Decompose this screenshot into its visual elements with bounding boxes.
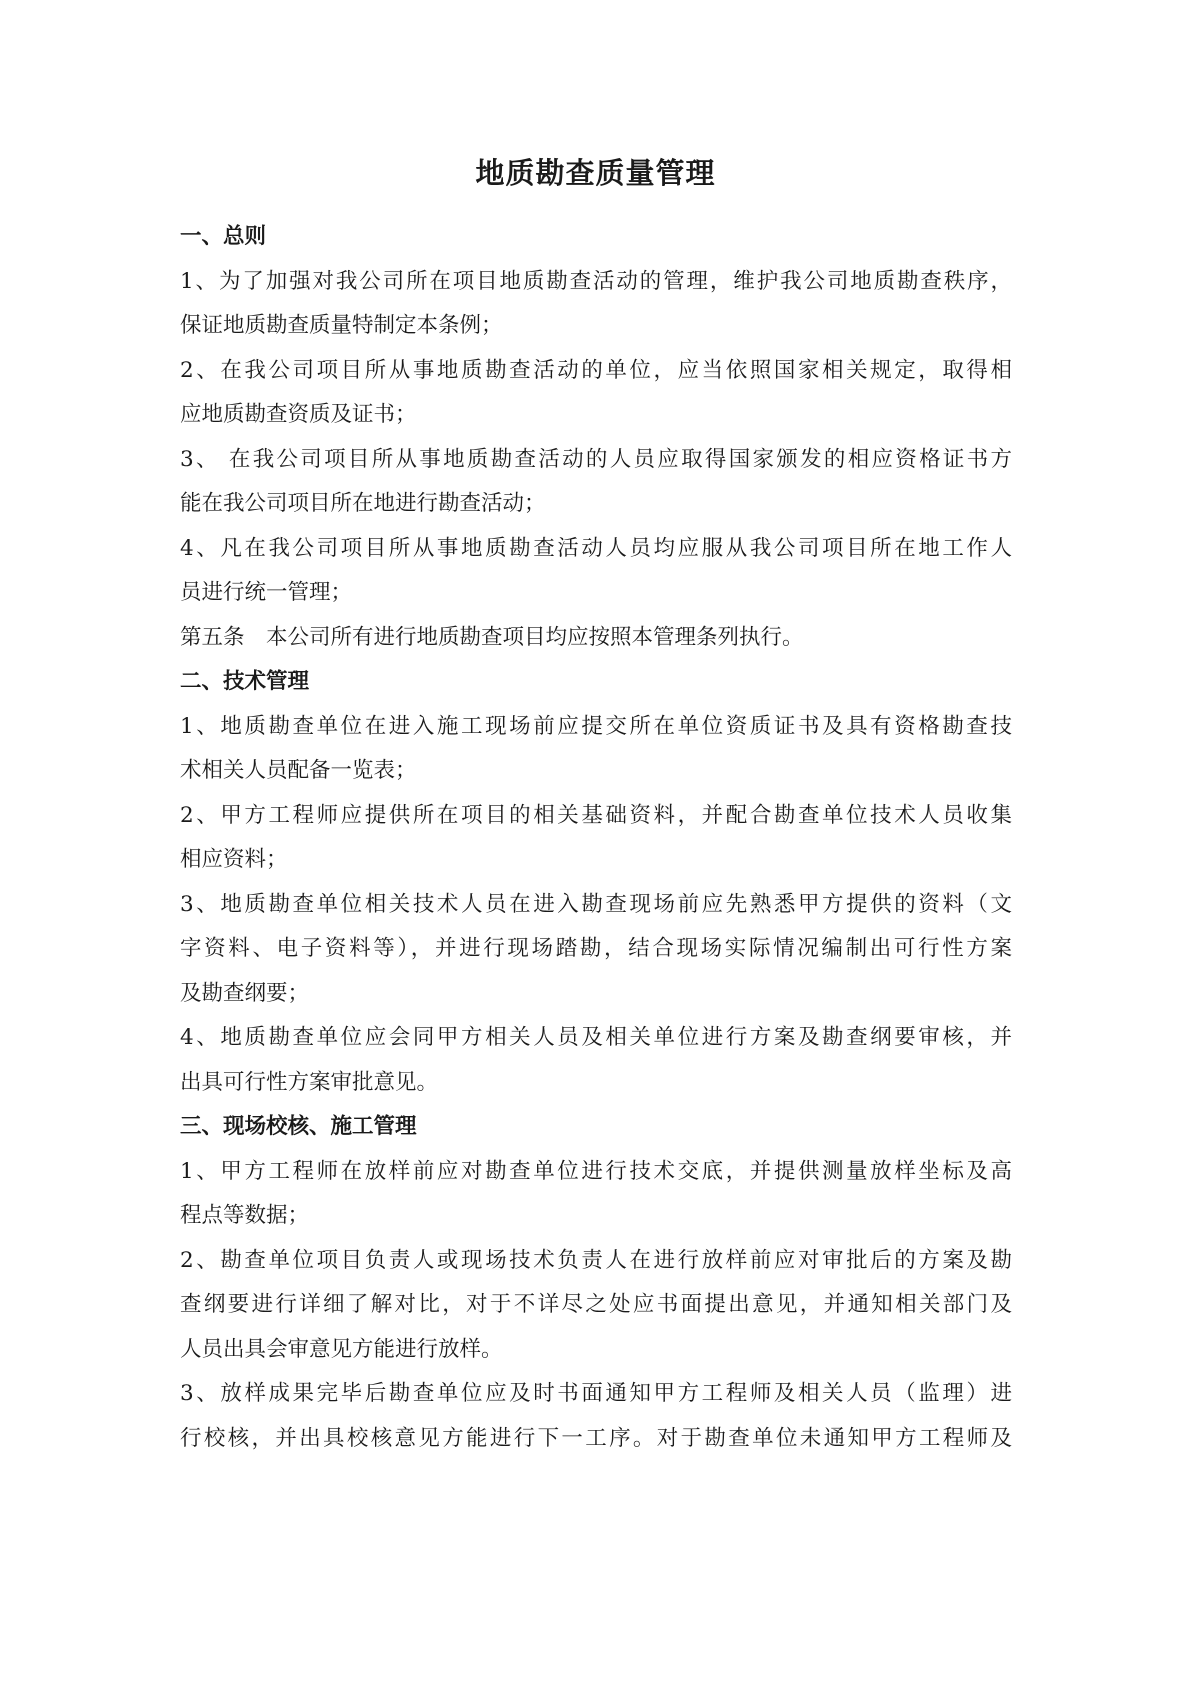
text-line: 第五条 本公司所有进行地质勘查项目均应按照本管理条列执行。 [180, 624, 804, 650]
text-line: 人员出具会审意见方能进行放样。 [180, 1336, 503, 1362]
text-line: 术相关人员配备一览表； [180, 758, 417, 783]
section-heading: 二、技术管理 [180, 669, 310, 694]
text-line: 字资料、电子资料等），并进行现场踏勘，结合现场实际情况编制出可行性方案 [180, 936, 1012, 961]
text-line: 程点等数据； [180, 1203, 310, 1228]
text-line: 1、甲方工程师在放样前应对勘查单位进行技术交底，并提供测量放样坐标及高 [180, 1158, 1012, 1184]
text-line: 保证地质勘查质量特制定本条例； [180, 313, 503, 338]
text-line: 3、地质勘查单位相关技术人员在进入勘查现场前应先熟悉甲方提供的资料（文 [180, 891, 1012, 917]
text-line: 3、放样成果完毕后勘查单位应及时书面通知甲方工程师及相关人员（监理）进 [180, 1381, 1012, 1406]
text-line: 相应资料； [180, 847, 288, 872]
text-line: 应地质勘查资质及证书； [180, 402, 417, 427]
text-line: 2、勘查单位项目负责人或现场技术负责人在进行放样前应对审批后的方案及勘 [180, 1247, 1012, 1273]
section-heading: 一、总则 [180, 224, 267, 249]
text-line: 2、在我公司项目所从事地质勘查活动的单位，应当依照国家相关规定，取得相 [180, 357, 1012, 383]
text-line: 行校核，并出具校核意见方能进行下一工序。对于勘查单位未通知甲方工程师及 [180, 1425, 1012, 1451]
text-line: 1、为了加强对我公司所在项目地质勘查活动的管理，维护我公司地质勘查秩序， [180, 268, 1012, 294]
text-line: 3、 在我公司项目所从事地质勘查活动的人员应取得国家颁发的相应资格证书方 [180, 446, 1012, 472]
text-line: 能在我公司项目所在地进行勘查活动； [180, 491, 546, 516]
section-heading: 三、现场校核、施工管理 [180, 1114, 417, 1139]
text-line: 1、地质勘查单位在进入施工现场前应提交所在单位资质证书及具有资格勘查技 [180, 713, 1012, 739]
text-line: 4、凡在我公司项目所从事地质勘查活动人员均应服从我公司项目所在地工作人 [180, 535, 1012, 561]
text-line: 查纲要进行详细了解对比，对于不详尽之处应书面提出意见，并通知相关部门及 [180, 1292, 1012, 1317]
text-line: 出具可行性方案审批意见。 [180, 1069, 439, 1095]
text-line: 2、甲方工程师应提供所在项目的相关基础资料，并配合勘查单位技术人员收集 [180, 802, 1012, 828]
text-line: 4、地质勘查单位应会同甲方相关人员及相关单位进行方案及勘查纲要审核，并 [180, 1025, 1012, 1050]
text-line: 及勘查纲要； [180, 980, 310, 1006]
text-line: 员进行统一管理； [180, 580, 353, 605]
document-title: 地质勘查质量管理 [475, 156, 716, 190]
document-body [180, 215, 1012, 1461]
